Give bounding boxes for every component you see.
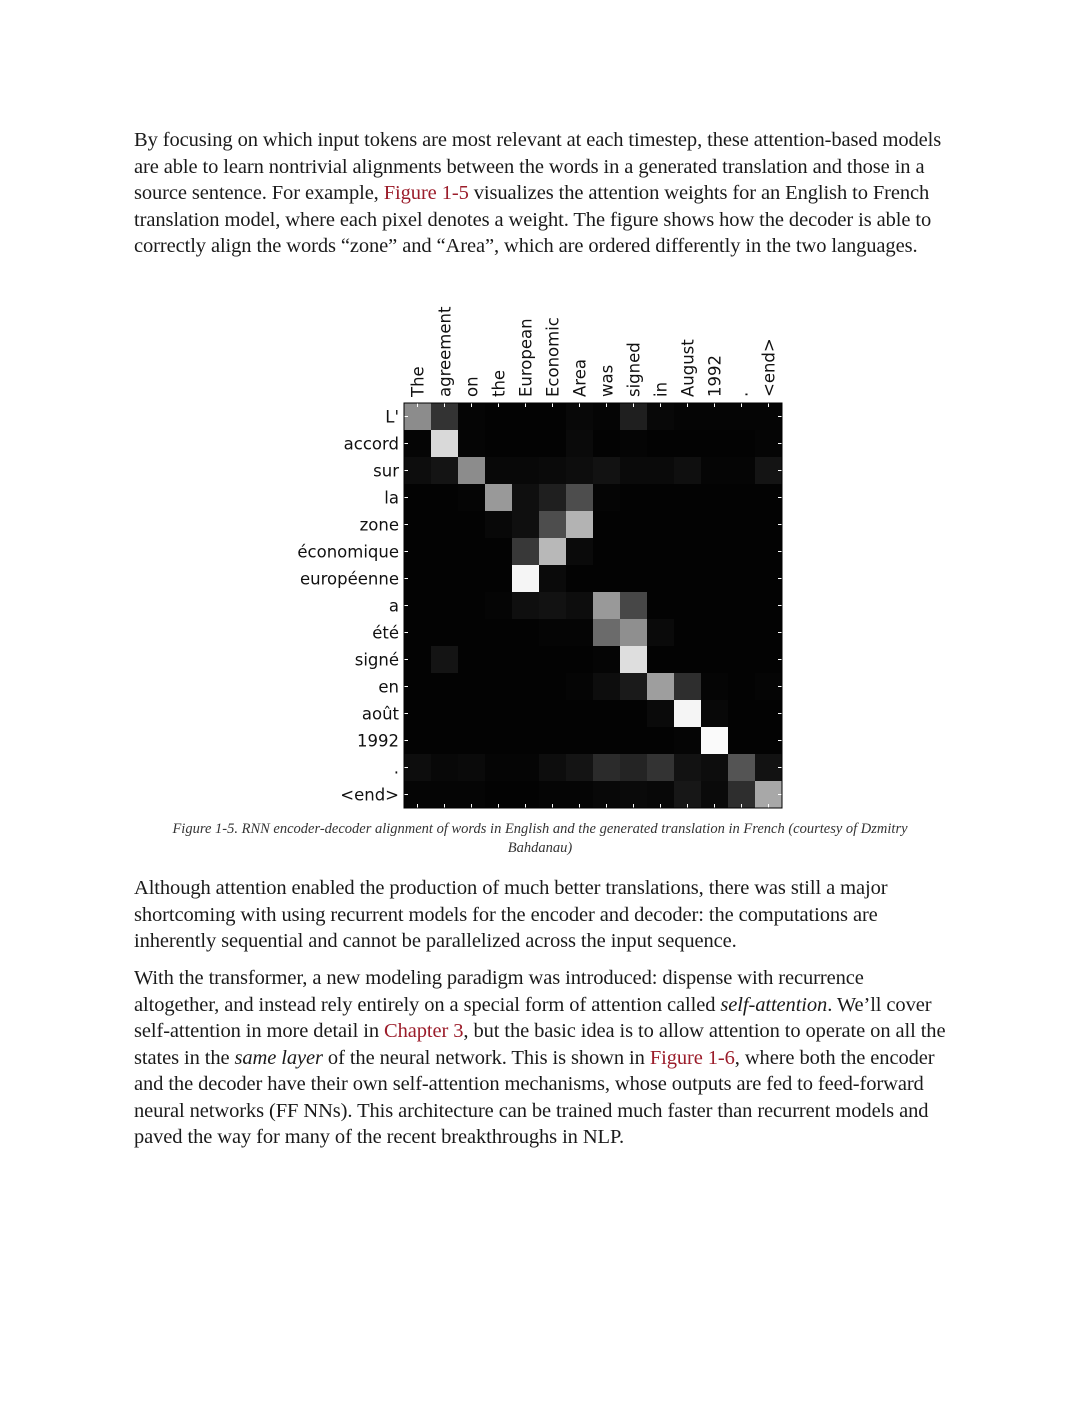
heatmap-cell xyxy=(485,538,512,565)
heatmap-cell xyxy=(566,673,593,700)
heatmap-cell xyxy=(755,592,782,619)
heatmap-cell xyxy=(755,646,782,673)
heatmap-cell xyxy=(701,673,728,700)
heatmap-cell xyxy=(674,754,701,781)
heatmap-cell xyxy=(674,538,701,565)
heatmap-cell xyxy=(431,754,458,781)
heatmap-cell xyxy=(458,700,485,727)
heatmap-cell xyxy=(485,646,512,673)
heatmap-cell xyxy=(620,619,647,646)
heatmap-cell xyxy=(539,457,566,484)
heatmap-cell xyxy=(593,430,620,457)
transformer-text-3: , but the basic idea is to allow attention to operate on all the states in the xyxy=(134,1020,946,1069)
heatmap-cell xyxy=(485,781,512,808)
heatmap-cell xyxy=(404,781,431,808)
y-tick-label: signé xyxy=(354,650,399,670)
heatmap-cell xyxy=(755,538,782,565)
figure-1-5-link[interactable]: Figure 1-5 xyxy=(383,182,469,204)
heatmap-cell xyxy=(539,754,566,781)
heatmap-cell xyxy=(701,430,728,457)
heatmap-cell xyxy=(755,727,782,754)
heatmap-cell xyxy=(458,565,485,592)
heatmap-cell xyxy=(755,700,782,727)
heatmap-cell xyxy=(431,592,458,619)
heatmap-cell xyxy=(620,430,647,457)
heatmap-cell xyxy=(728,565,755,592)
y-axis-labels xyxy=(297,408,399,805)
heatmap-cell xyxy=(647,565,674,592)
figure-caption: Figure 1-5. RNN encoder-decoder alignment of words in English and the generated translation in French (courtesy of Dzmitry Bahdanau) xyxy=(172,821,908,856)
heatmap-cell xyxy=(458,673,485,700)
y-tick-label: accord xyxy=(343,434,399,454)
heatmap-cell xyxy=(674,781,701,808)
heatmap-cell xyxy=(593,754,620,781)
x-tick-label: signed xyxy=(624,342,644,397)
x-tick-label: on xyxy=(462,376,482,397)
heatmap-cell xyxy=(674,484,701,511)
x-tick-label: agreement xyxy=(435,306,455,397)
heatmap-cell xyxy=(701,700,728,727)
heatmap-cell xyxy=(512,700,539,727)
heatmap-cell xyxy=(593,565,620,592)
intro-paragraph xyxy=(134,127,946,260)
heatmap-cell xyxy=(593,457,620,484)
heatmap-cell xyxy=(539,484,566,511)
heatmap-cell xyxy=(566,403,593,430)
heatmap-cell xyxy=(566,484,593,511)
heatmap-cell xyxy=(647,646,674,673)
heatmap-cell xyxy=(701,403,728,430)
heatmap-cell xyxy=(755,565,782,592)
heatmap-cell xyxy=(647,700,674,727)
heatmap-cell xyxy=(539,619,566,646)
heatmap-cell xyxy=(431,457,458,484)
heatmap-cell xyxy=(620,646,647,673)
y-tick-label: en xyxy=(378,677,399,697)
y-tick-label: . xyxy=(393,758,399,778)
heatmap-cell xyxy=(458,430,485,457)
heatmap-cell xyxy=(539,646,566,673)
heatmap-cell xyxy=(485,430,512,457)
heatmap-cell xyxy=(593,646,620,673)
x-tick-label: August xyxy=(678,339,698,397)
heatmap-cell xyxy=(512,673,539,700)
x-tick-label: <end> xyxy=(759,338,779,397)
heatmap-cell xyxy=(458,484,485,511)
heatmap-cell xyxy=(755,457,782,484)
heatmap-cell xyxy=(755,673,782,700)
transformer-text-4: of the neural network. This is shown in xyxy=(322,1046,650,1069)
y-tick-label: la xyxy=(384,488,399,508)
heatmap-cell xyxy=(593,781,620,808)
heatmap-cell xyxy=(539,592,566,619)
heatmap-cell xyxy=(755,484,782,511)
heatmap-cell xyxy=(647,484,674,511)
y-tick-label: a xyxy=(388,596,399,616)
heatmap-cell xyxy=(728,511,755,538)
heatmap-cell xyxy=(620,673,647,700)
heatmap-cell xyxy=(431,673,458,700)
heatmap-cell xyxy=(404,511,431,538)
heatmap-cell xyxy=(728,700,755,727)
transformer-text-1: With the transformer, a new modeling paradigm was introduced: dispense with recurrence altogether, and instead rely entirely on a special form of attention called xyxy=(134,967,864,1016)
heatmap-cell xyxy=(620,754,647,781)
heatmap-cell xyxy=(593,484,620,511)
heatmap-cell xyxy=(431,511,458,538)
heatmap-cell xyxy=(404,403,431,430)
heatmap-cell xyxy=(566,538,593,565)
heatmap-cell xyxy=(647,673,674,700)
heatmap-cell xyxy=(404,538,431,565)
heatmap-cell xyxy=(674,727,701,754)
heatmap-cell xyxy=(674,457,701,484)
heatmap-cell xyxy=(593,619,620,646)
heatmap-cell xyxy=(647,457,674,484)
heatmap-cell xyxy=(728,457,755,484)
heatmap-cell xyxy=(512,619,539,646)
same-layer-term: same layer xyxy=(234,1046,323,1069)
heatmap-cell xyxy=(404,646,431,673)
x-tick-label: Economic xyxy=(543,317,563,397)
heatmap-cell xyxy=(458,619,485,646)
attention-heatmap-figure xyxy=(0,295,1080,815)
heatmap-cell xyxy=(512,403,539,430)
heatmap-cell xyxy=(458,754,485,781)
heatmap-cell xyxy=(485,511,512,538)
heatmap-cell xyxy=(674,619,701,646)
heatmap-cell xyxy=(431,565,458,592)
heatmap-cell xyxy=(431,727,458,754)
heatmap-cell xyxy=(566,457,593,484)
x-tick-label: The xyxy=(408,366,428,397)
heatmap-cell xyxy=(647,592,674,619)
heatmap-cell xyxy=(674,700,701,727)
shortcoming-paragraph: Although attention enabled the production of much better translations, there was still a major shortcoming with using recurrent models for the encoder and decoder: the computations are inherently sequential and cannot be parallelized across the input sequence. xyxy=(134,877,888,952)
heatmap-cell xyxy=(674,430,701,457)
transformer-paragraph xyxy=(134,965,946,1151)
heatmap-cell xyxy=(755,754,782,781)
y-tick-label: été xyxy=(372,623,399,643)
heatmap-cell xyxy=(620,727,647,754)
heatmap-cell xyxy=(404,619,431,646)
heatmap-cell xyxy=(647,727,674,754)
heatmap-cell xyxy=(539,673,566,700)
heatmap-cell xyxy=(431,403,458,430)
heatmap-cell xyxy=(593,727,620,754)
heatmap-cell xyxy=(512,484,539,511)
y-tick-label: 1992 xyxy=(357,731,399,751)
x-tick-label: . xyxy=(732,391,752,397)
heatmap-cell xyxy=(728,538,755,565)
heatmap-cell xyxy=(701,781,728,808)
y-tick-label: européenne xyxy=(300,569,399,589)
heatmap-cell xyxy=(701,457,728,484)
heatmap-cell xyxy=(566,781,593,808)
heatmap-cell xyxy=(593,592,620,619)
heatmap-cell xyxy=(701,646,728,673)
heatmap-cell xyxy=(539,565,566,592)
heatmap-cell xyxy=(485,457,512,484)
heatmap-cell xyxy=(539,430,566,457)
heatmap-cell xyxy=(458,781,485,808)
heatmap-cell xyxy=(620,538,647,565)
heatmap-cell xyxy=(458,457,485,484)
y-tick-label: <end> xyxy=(340,785,399,805)
y-tick-label: sur xyxy=(373,461,399,481)
heatmap-cell xyxy=(728,781,755,808)
heatmap-cell xyxy=(512,754,539,781)
heatmap-cell xyxy=(593,538,620,565)
heatmap-cell xyxy=(647,754,674,781)
heatmap-cell xyxy=(512,511,539,538)
intro-text-2: visualizes the attention weights for an English to French translation model, where each pixel denotes a weight. The figure shows how the decoder is able to correctly align the words “zone” and “Area”, which are ordered differently in the two languages. xyxy=(134,182,932,257)
heatmap-cell xyxy=(539,700,566,727)
attention-heatmap-chart xyxy=(0,295,1080,815)
figure-1-6-link[interactable]: Figure 1-6 xyxy=(649,1046,735,1069)
heatmap-cell xyxy=(728,754,755,781)
heatmap-cell xyxy=(404,673,431,700)
heatmap-cell xyxy=(431,700,458,727)
heatmap-cell xyxy=(404,700,431,727)
heatmap-cells xyxy=(404,403,782,808)
heatmap-cell xyxy=(620,700,647,727)
heatmap-cell xyxy=(512,457,539,484)
heatmap-cell xyxy=(566,646,593,673)
heatmap-cell xyxy=(593,673,620,700)
heatmap-cell xyxy=(458,727,485,754)
heatmap-cell xyxy=(701,754,728,781)
heatmap-cell xyxy=(512,727,539,754)
y-tick-label: zone xyxy=(359,515,399,535)
heatmap-cell xyxy=(755,430,782,457)
chapter-3-link[interactable]: Chapter 3 xyxy=(384,1020,464,1042)
heatmap-cell xyxy=(404,565,431,592)
heatmap-cell xyxy=(404,727,431,754)
heatmap-cell xyxy=(674,565,701,592)
heatmap-cell xyxy=(593,700,620,727)
heatmap-cell xyxy=(593,511,620,538)
heatmap-cell xyxy=(404,592,431,619)
heatmap-cell xyxy=(674,646,701,673)
heatmap-cell xyxy=(431,619,458,646)
heatmap-cell xyxy=(566,700,593,727)
y-tick-label: économique xyxy=(297,542,399,562)
heatmap-cell xyxy=(512,646,539,673)
heatmap-cell xyxy=(431,484,458,511)
heatmap-cell xyxy=(728,484,755,511)
heatmap-cell xyxy=(431,430,458,457)
x-tick-label: the xyxy=(489,369,509,397)
heatmap-cell xyxy=(458,592,485,619)
heatmap-cell xyxy=(620,457,647,484)
heatmap-cell xyxy=(404,430,431,457)
heatmap-cell xyxy=(512,538,539,565)
heatmap-cell xyxy=(485,700,512,727)
heatmap-cell xyxy=(404,484,431,511)
heatmap-cell xyxy=(539,781,566,808)
heatmap-cell xyxy=(620,403,647,430)
heatmap-cell xyxy=(674,673,701,700)
heatmap-cell xyxy=(728,727,755,754)
y-tick-label: août xyxy=(361,704,399,724)
heatmap-cell xyxy=(485,754,512,781)
heatmap-cell xyxy=(728,403,755,430)
heatmap-cell xyxy=(485,403,512,430)
x-axis-labels xyxy=(409,306,779,398)
heatmap-cell xyxy=(512,592,539,619)
heatmap-cell xyxy=(485,727,512,754)
heatmap-cell xyxy=(755,511,782,538)
heatmap-cell xyxy=(404,457,431,484)
heatmap-cell xyxy=(647,781,674,808)
heatmap-cell xyxy=(620,781,647,808)
heatmap-cell xyxy=(701,511,728,538)
heatmap-cell xyxy=(701,538,728,565)
heatmap-cell xyxy=(701,484,728,511)
heatmap-cell xyxy=(539,727,566,754)
heatmap-cell xyxy=(755,619,782,646)
heatmap-cell xyxy=(431,781,458,808)
y-tick-label: L' xyxy=(385,407,399,427)
heatmap-cell xyxy=(566,592,593,619)
heatmap-cell xyxy=(701,619,728,646)
heatmap-cell xyxy=(566,619,593,646)
heatmap-cell xyxy=(566,430,593,457)
heatmap-cell xyxy=(512,565,539,592)
heatmap-cell xyxy=(485,619,512,646)
heatmap-cell xyxy=(458,511,485,538)
heatmap-cell xyxy=(701,727,728,754)
heatmap-cell xyxy=(485,592,512,619)
heatmap-cell xyxy=(620,511,647,538)
heatmap-cell xyxy=(512,430,539,457)
heatmap-cell xyxy=(566,511,593,538)
transformer-text-2: . We’ll cover self-attention in more detail in xyxy=(134,993,932,1042)
intro-text-1: By focusing on which input tokens are most relevant at each timestep, these attention-based models are able to learn nontrivial alignments between the words in a generated translation and those in a source sentence. For example, xyxy=(134,129,942,204)
heatmap-cell xyxy=(701,592,728,619)
heatmap-cell xyxy=(701,565,728,592)
heatmap-cell xyxy=(755,781,782,808)
heatmap-cell xyxy=(458,538,485,565)
heatmap-cell xyxy=(620,484,647,511)
transformer-text-5: , where both the encoder and the decoder have their own self-attention mechanisms, whose outputs are fed to feed-forward neural networks (FF NNs). This architecture can be trained much faster than recurrent models and paved the way for many of the recent breakthroughs in NLP. xyxy=(134,1046,935,1148)
heatmap-cell xyxy=(566,754,593,781)
heatmap-cell xyxy=(647,511,674,538)
heatmap-cell xyxy=(431,538,458,565)
heatmap-cell xyxy=(728,646,755,673)
heatmap-cell xyxy=(755,403,782,430)
x-tick-label: European xyxy=(516,318,536,397)
heatmap-cell xyxy=(674,403,701,430)
heatmap-cell xyxy=(728,619,755,646)
heatmap-cell xyxy=(485,565,512,592)
heatmap-cell xyxy=(728,430,755,457)
heatmap-cell xyxy=(647,538,674,565)
heatmap-cell xyxy=(539,511,566,538)
heatmap-cell xyxy=(728,592,755,619)
self-attention-term: self-attention xyxy=(720,993,828,1016)
heatmap-cell xyxy=(647,430,674,457)
heatmap-cell xyxy=(485,484,512,511)
x-tick-label: Area xyxy=(570,359,590,397)
x-tick-label: 1992 xyxy=(705,355,725,397)
heatmap-cell xyxy=(566,565,593,592)
heatmap-cell xyxy=(485,673,512,700)
heatmap-cell xyxy=(593,403,620,430)
heatmap-cell xyxy=(647,403,674,430)
heatmap-cell xyxy=(647,619,674,646)
heatmap-cell xyxy=(674,511,701,538)
heatmap-cell xyxy=(458,403,485,430)
heatmap-cell xyxy=(539,538,566,565)
heatmap-cell xyxy=(728,673,755,700)
heatmap-cell xyxy=(512,781,539,808)
x-tick-label: was xyxy=(597,364,617,397)
heatmap-cell xyxy=(674,592,701,619)
heatmap-cell xyxy=(404,754,431,781)
x-tick-label: in xyxy=(651,381,671,397)
heatmap-cell xyxy=(458,646,485,673)
heatmap-cell xyxy=(566,727,593,754)
heatmap-cell xyxy=(620,592,647,619)
heatmap-cell xyxy=(431,646,458,673)
heatmap-cell xyxy=(539,403,566,430)
heatmap-cell xyxy=(620,565,647,592)
